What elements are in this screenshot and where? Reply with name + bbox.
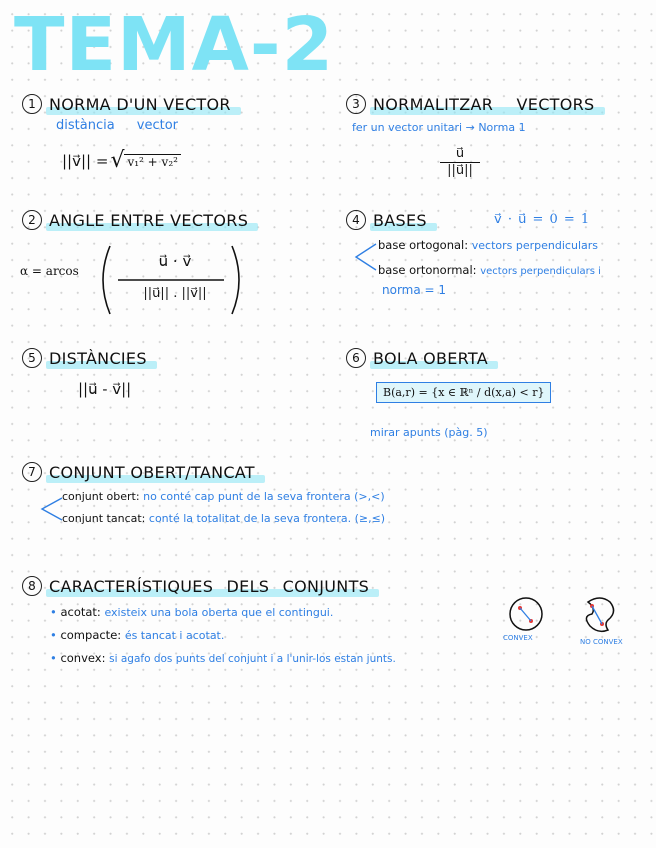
item-desc: vectors perpendiculars	[471, 239, 599, 252]
page-title: TEMA-2	[14, 2, 335, 88]
ball-note: mirar apunts (pàg. 5)	[370, 426, 488, 439]
section-heading: CARACTERÍSTIQUES DELS CONJUNTS	[48, 577, 373, 596]
list-item	[62, 512, 385, 525]
section-6-header	[346, 348, 492, 368]
section-number: 1	[22, 94, 42, 114]
section-1-header	[22, 94, 235, 114]
section-heading: BASES	[372, 211, 431, 230]
item-desc: no conté cap punt de la seva frontera (>,<)	[143, 490, 385, 503]
item-label: base ortogonal:	[378, 238, 469, 252]
norm-radicand: v₁² + v₂²	[124, 154, 180, 169]
convex-label: CONVEX	[503, 634, 533, 642]
list-item: • acotat: existeix una bola oberta que el contingui.	[50, 605, 334, 619]
normalize-numerator: u⃗	[440, 146, 480, 163]
list-item	[62, 490, 385, 503]
brace-icon	[352, 240, 378, 274]
list-item	[378, 238, 598, 252]
section-2-header	[22, 210, 252, 230]
section-8-header	[22, 576, 373, 596]
section-number: 5	[22, 348, 42, 368]
item-label: base ortonormal:	[378, 263, 477, 277]
section-3-header	[346, 94, 599, 114]
non-convex-set-icon	[578, 594, 622, 636]
section-number: 7	[22, 462, 42, 482]
section-1-subtitle: distància vector	[56, 118, 179, 133]
ball-formula: B(a,r) = {x ∈ ℝⁿ / d(x,a) < r}	[376, 382, 551, 403]
section-heading: CONJUNT OBERT/TANCAT	[48, 463, 259, 482]
item-label: convex:	[60, 651, 106, 665]
section-number: 3	[346, 94, 366, 114]
list-item: • convex: si agafo dos punts del conjunt i a l'unir-los estan junts.	[50, 651, 396, 665]
item-desc: vectors perpendiculars i	[480, 266, 601, 277]
angle-alpha: α = arcos	[20, 264, 79, 278]
convex-set-icon	[504, 596, 548, 636]
item-label: conjunt tancat:	[62, 512, 146, 525]
section-5-header	[22, 348, 151, 368]
section-heading: ANGLE ENTRE VECTORS	[48, 211, 252, 230]
section-number: 4	[346, 210, 366, 230]
item-desc: si agafo dos punts del conjunt i a l'unir-los estan junts.	[109, 653, 396, 665]
section-heading: NORMALITZAR VECTORS	[372, 95, 599, 114]
list-item: • compacte: és tancat i acotat.	[50, 628, 225, 642]
section-heading: NORMA D'UN VECTOR	[48, 95, 235, 114]
angle-numerator: u⃗ · v⃗	[158, 252, 192, 270]
normalize-denominator: ||u⃗||	[447, 163, 473, 178]
item-desc: existeix una bola oberta que el contingui.	[104, 606, 334, 619]
list-item	[378, 263, 601, 277]
item-label: acotat:	[60, 605, 101, 619]
norm-lhs: ||v⃗|| =	[62, 151, 109, 170]
item-desc: conté la totalitat de la seva frontera. (≥,≤)	[148, 512, 386, 525]
item-label: compacte:	[60, 628, 122, 642]
section-heading: DISTÀNCIES	[48, 349, 151, 368]
sqrt-icon: √	[110, 148, 125, 173]
norm-formula	[62, 148, 181, 173]
non-convex-label: NO CONVEX	[580, 638, 623, 646]
section-number: 8	[22, 576, 42, 596]
section-heading: BOLA OBERTA	[372, 349, 492, 368]
section-number: 2	[22, 210, 42, 230]
section-4-header	[346, 210, 431, 230]
angle-denominator: ||u⃗|| . ||v⃗||	[143, 286, 207, 301]
section-3-subtitle: fer un vector unitari → Norma 1	[352, 121, 526, 134]
section-number: 6	[346, 348, 366, 368]
bases-continuation: norma = 1	[382, 283, 447, 297]
item-label: conjunt obert:	[62, 490, 140, 503]
item-desc: és tancat i acotat.	[124, 629, 225, 642]
distance-formula: ||u⃗ - v⃗||	[78, 380, 132, 398]
section-7-header	[22, 462, 259, 482]
normalize-formula	[440, 146, 480, 178]
bases-formula: v⃗ · u⃗ = 0 = 1	[494, 212, 591, 227]
brace-icon	[38, 494, 64, 524]
